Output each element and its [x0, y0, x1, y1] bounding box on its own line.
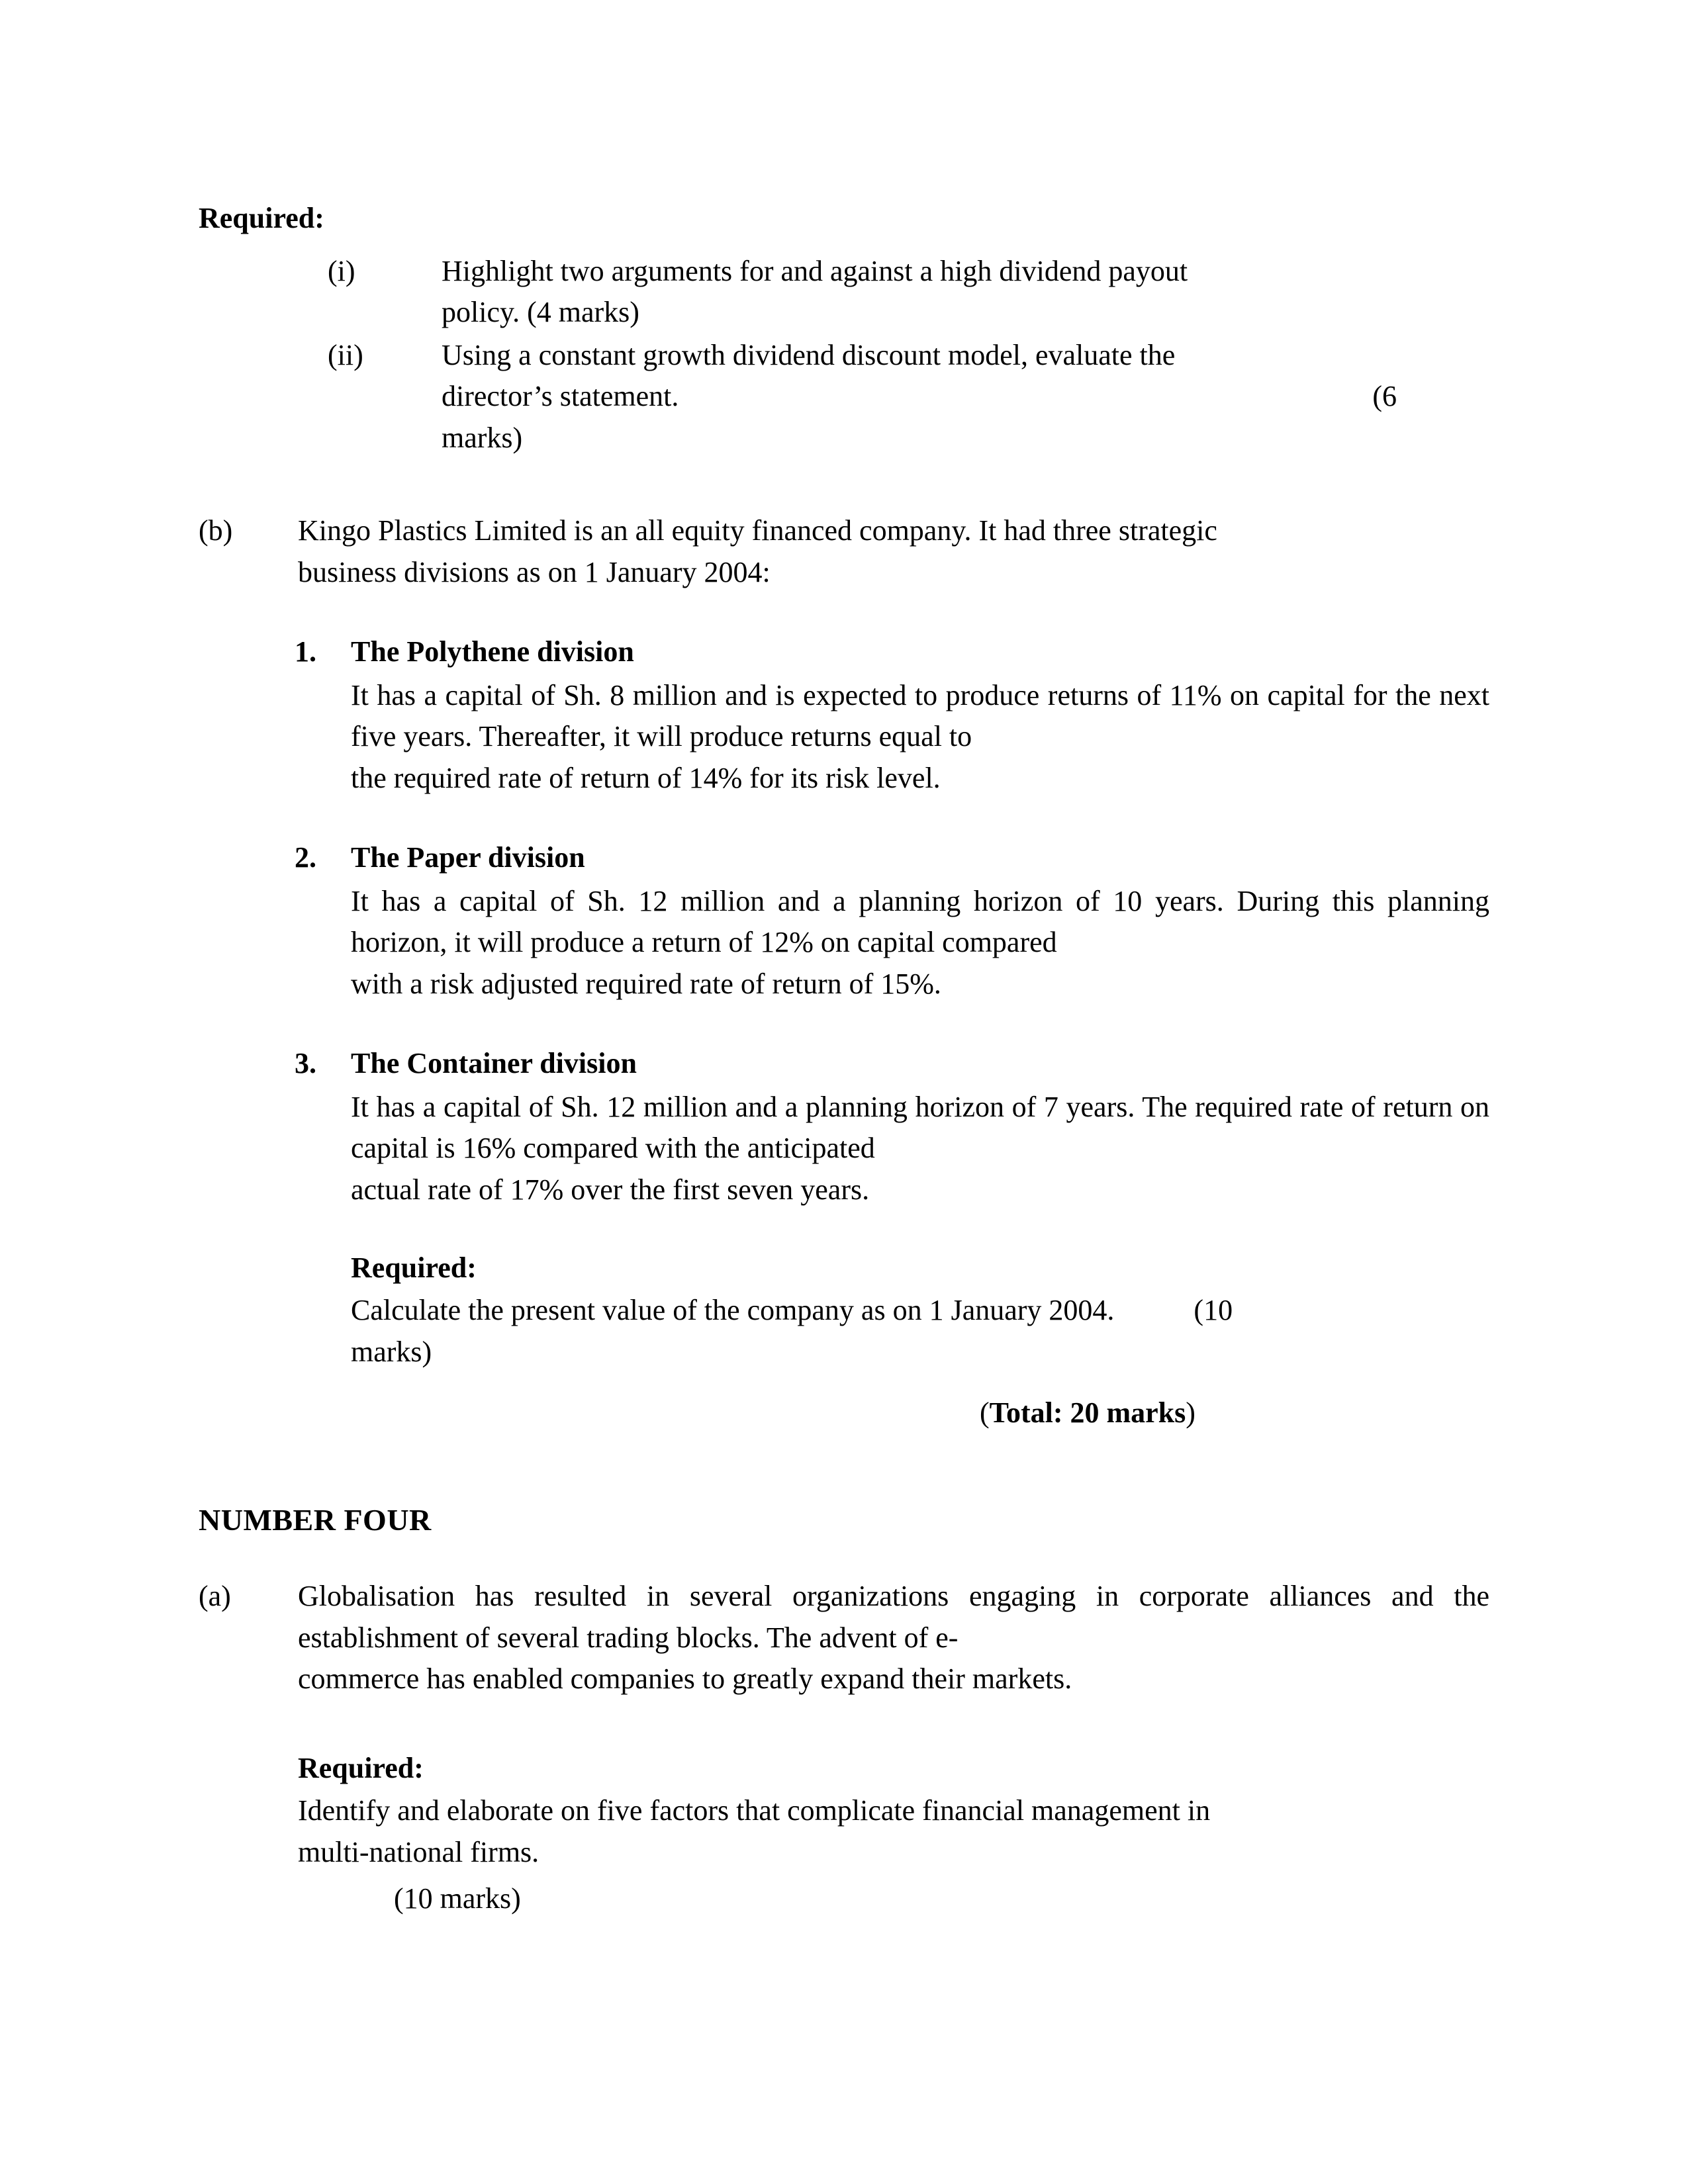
division-number-2: 2. [295, 841, 316, 874]
division-content-1 [351, 631, 1489, 799]
roman-text-ii: Using a constant growth dividend discount model, evaluate the [442, 338, 1176, 371]
page-content [199, 199, 1489, 1920]
part-b-block [199, 510, 1489, 593]
required-block-number-four [298, 1748, 1489, 1920]
total-marks-line [199, 1392, 1489, 1433]
division-number-3: 3. [295, 1047, 316, 1079]
marks-wrap-6: marks) [442, 421, 523, 454]
total-close-paren: ) [1186, 1396, 1196, 1430]
roman-body-i [442, 251, 1489, 334]
division-desc-1 [351, 675, 1489, 799]
roman-tail-i: policy. (4 marks) [442, 296, 639, 329]
roman-tail-ii [442, 376, 1489, 417]
list-item-roman-ii [328, 335, 1489, 459]
marks-note-6: (6 [1372, 380, 1397, 413]
part-b-line2: business divisions as on 1 January 2004: [298, 555, 771, 588]
division-desc-main-3: It has a capital of Sh. 12 million and a planning horizon of 7 years. The required rate of return on capital is 16% compared with the anticipated [351, 1090, 1489, 1165]
division-desc-2 [351, 881, 1489, 1005]
part-a-paragraph: Globalisation has resulted in several organizations engaging in corporate alliances and the establishment of several trading blocks. The advent of e- [298, 1580, 1489, 1654]
roman-marker-i: (i) [328, 254, 355, 287]
required-heading-number-four: Required: [298, 1751, 424, 1784]
required-block-part-b [351, 1248, 1489, 1373]
division-desc-last-1: the required rate of return of 14% for its risk level. [351, 761, 941, 794]
division-container [295, 1043, 1489, 1210]
required-text-number-four [298, 1790, 1489, 1873]
part-b-body [298, 510, 1489, 593]
part-a-last-line: commerce has enabled companies to greatly expand their markets. [298, 1662, 1072, 1696]
total-open-paren: ( [980, 1396, 990, 1430]
division-title-1: The Polythene division [351, 635, 634, 668]
required-text-part-b-main: Calculate the present value of the company as on 1 January 2004. [351, 1294, 1115, 1327]
division-content-3 [351, 1043, 1489, 1210]
page-title-number-four: NUMBER FOUR [199, 1502, 432, 1537]
division-number-1: 1. [295, 635, 316, 668]
marks-wrap-10-part-b: marks) [351, 1335, 432, 1368]
roman-tail-text-ii: director’s statement. [442, 380, 679, 413]
division-desc-3 [351, 1087, 1489, 1210]
division-content-2 [351, 837, 1489, 1005]
marks-note-10-number-four: (10 marks) [394, 1882, 521, 1915]
required-text-number-four-main: Identify and elaborate on five factors that complicate financial management in [298, 1794, 1211, 1827]
part-b-line1: Kingo Plastics Limited is an all equity financed company. It had three strategic [298, 514, 1217, 547]
division-desc-main-1: It has a capital of Sh. 8 million and is expected to produce returns of 11% on capital for the next five years. Thereafter, it will produce returns equal to [351, 678, 1489, 753]
required-text-number-four-last: multi-national firms. [298, 1835, 539, 1868]
part-a-marker: (a) [199, 1580, 231, 1613]
roman-text-i: Highlight two arguments for and against a high dividend payout [442, 254, 1188, 287]
total-marks-text: Total: 20 marks [989, 1396, 1186, 1430]
required-heading-part-b: Required: [351, 1251, 477, 1284]
division-desc-main-2: It has a capital of Sh. 12 million and a planning horizon of 10 years. During this planning horizon, it will produce a return of 12% on capital compared [351, 884, 1489, 959]
part-a-block [199, 1576, 1489, 1700]
roman-numeral-list [199, 251, 1489, 459]
marks-note-10-part-b: (10 [1194, 1294, 1233, 1327]
required-text-part-b [351, 1290, 1489, 1331]
list-item-roman-i [328, 251, 1489, 334]
roman-marker-ii: (ii) [328, 338, 363, 371]
part-a-body [298, 1576, 1489, 1700]
division-desc-last-2: with a risk adjusted required rate of return of 15%. [351, 967, 941, 1000]
division-title-2: The Paper division [351, 841, 585, 874]
division-paper [295, 837, 1489, 1005]
roman-body-ii [442, 335, 1489, 459]
division-title-3: The Container division [351, 1047, 637, 1079]
required-heading-top: Required: [199, 202, 324, 234]
division-desc-last-3: actual rate of 17% over the first seven years. [351, 1173, 870, 1206]
division-polythene [295, 631, 1489, 799]
part-b-marker: (b) [199, 514, 233, 547]
